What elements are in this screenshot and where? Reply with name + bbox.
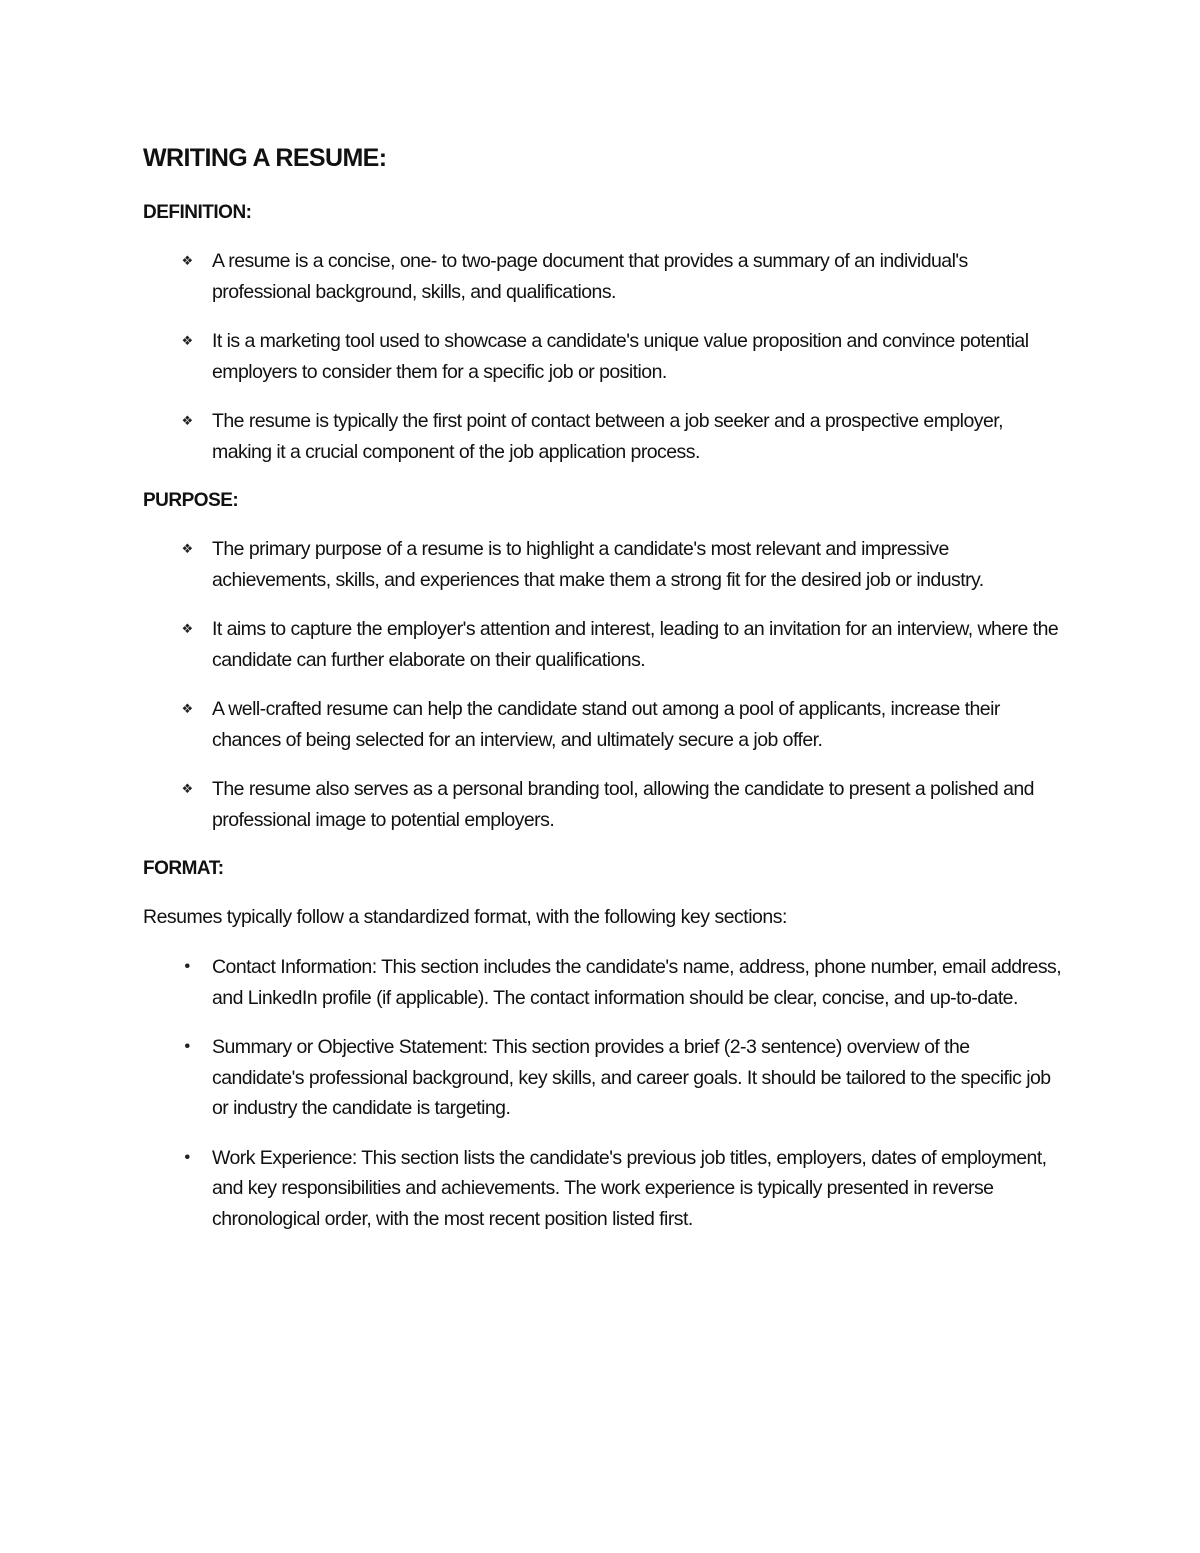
diamond-bullet-icon: ❖ [181, 781, 193, 796]
purpose-heading: PURPOSE: [143, 490, 239, 511]
list-item [143, 534, 1063, 595]
format-heading: FORMAT: [143, 858, 224, 879]
diamond-bullet-icon: ❖ [181, 541, 193, 556]
bullet-dot-icon: • [184, 1148, 190, 1166]
list-item-text: Summary or Objective Statement: This section provides a brief (2-3 sentence) overview of the candidate's professional background, key skills, and career goals. It should be tailored to the specific job or industry the candidate is targeting. [212, 1036, 1051, 1119]
list-item-text: The resume also serves as a personal branding tool, allowing the candidate to present a polished and professional image to potential employers. [212, 778, 1034, 831]
document-page [143, 140, 1063, 1253]
diamond-bullet-icon: ❖ [181, 333, 193, 348]
list-item-text: The primary purpose of a resume is to highlight a candidate's most relevant and impressive achievements, skills, and experiences that make them a strong fit for the desired job or industry. [212, 538, 984, 591]
list-item-text: It is a marketing tool used to showcase a candidate's unique value proposition and convince potential employers to consider them for a specific job or position. [212, 330, 1029, 383]
list-item-text: It aims to capture the employer's attention and interest, leading to an invitation for an interview, where the candidate can further elaborate on their qualifications. [212, 618, 1059, 671]
list-item-text: The resume is typically the first point of contact between a job seeker and a prospective employer, making it a crucial component of the job application process. [212, 410, 1003, 463]
diamond-bullet-icon: ❖ [181, 413, 193, 428]
document-title: WRITING A RESUME: [143, 144, 387, 172]
list-item [143, 952, 1063, 1013]
definition-list [143, 246, 1063, 467]
definition-heading: DEFINITION: [143, 202, 252, 223]
purpose-list [143, 534, 1063, 835]
format-list [143, 952, 1063, 1234]
list-item [143, 774, 1063, 835]
list-item-text: A well-crafted resume can help the candidate stand out among a pool of applicants, increase their chances of being selected for an interview, and ultimately secure a job offer. [212, 698, 1000, 751]
list-item [143, 1143, 1063, 1235]
list-item [143, 614, 1063, 675]
diamond-bullet-icon: ❖ [181, 253, 193, 268]
list-item [143, 1032, 1063, 1124]
format-intro: Resumes typically follow a standardized format, with the following key sections: [143, 906, 787, 928]
diamond-bullet-icon: ❖ [181, 701, 193, 716]
list-item [143, 406, 1063, 467]
list-item [143, 246, 1063, 307]
bullet-dot-icon: • [184, 1038, 190, 1055]
bullet-dot-icon: • [184, 958, 190, 975]
list-item-text: A resume is a concise, one- to two-page document that provides a summary of an individual's professional background, skills, and qualifications. [212, 250, 968, 303]
diamond-bullet-icon: ❖ [181, 621, 193, 636]
list-item [143, 326, 1063, 387]
list-item-text: Work Experience: This section lists the candidate's previous job titles, employers, dates of employment, and key responsibilities and achievements. The work experience is typically presented in reverse chronological order, with the most recent position listed first. [212, 1146, 1047, 1230]
list-item-text: Contact Information: This section includes the candidate's name, address, phone number, email address, and LinkedIn profile (if applicable). The contact information should be clear, concise, and up-to-date. [212, 956, 1062, 1009]
list-item [143, 694, 1063, 755]
